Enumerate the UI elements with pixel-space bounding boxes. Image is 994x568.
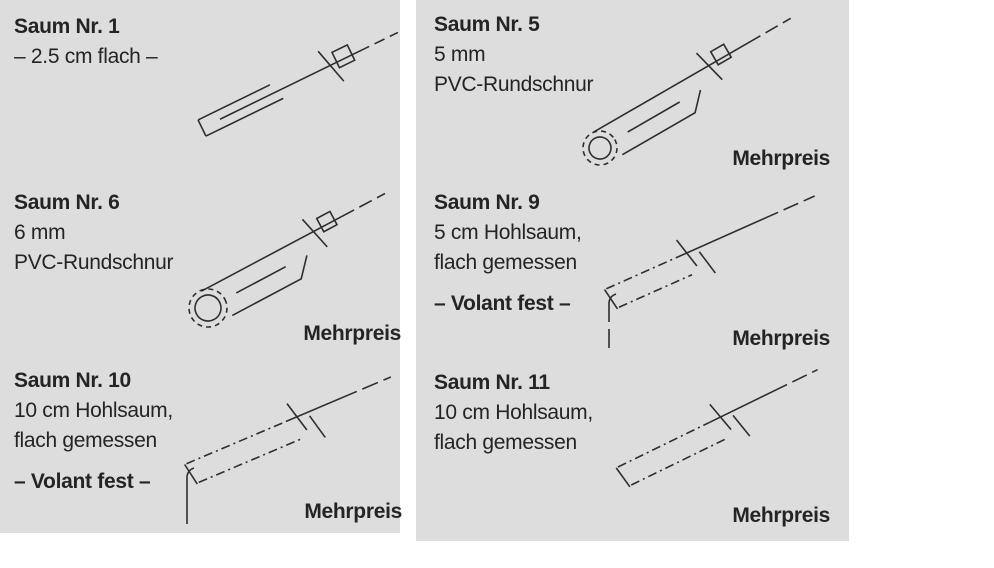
seam-title: Saum Nr. 1 xyxy=(14,15,120,38)
surcharge-label: Mehrpreis xyxy=(304,500,402,523)
seam-spec-line: flach gemessen xyxy=(14,429,157,452)
valance-note: – Volant fest – xyxy=(434,292,571,315)
surcharge-label: Mehrpreis xyxy=(303,322,401,345)
seam-spec-line: 10 cm Hohlsaum, xyxy=(14,399,173,422)
surcharge-label: Mehrpreis xyxy=(732,327,830,350)
seam-title: Saum Nr. 9 xyxy=(434,191,540,214)
saum-11-diagram xyxy=(608,366,820,500)
card-saum-6 xyxy=(14,188,173,278)
seam-spec-line: 5 mm xyxy=(434,43,486,66)
surcharge-label: Mehrpreis xyxy=(732,147,830,170)
seam-spec-line: PVC-Rundschnur xyxy=(14,251,174,274)
card-saum-1 xyxy=(14,12,157,72)
saum-6-diagram xyxy=(178,190,403,340)
seam-spec-line: 5 cm Hohlsaum, xyxy=(434,221,582,244)
seam-spec-line: PVC-Rundschnur xyxy=(434,73,594,96)
card-saum-10 xyxy=(14,366,173,497)
seam-spec-line: 10 cm Hohlsaum, xyxy=(434,401,593,424)
seam-title: Saum Nr. 6 xyxy=(14,191,120,214)
surcharge-label: Mehrpreis xyxy=(732,504,830,527)
seam-spec-line: flach gemessen xyxy=(434,431,577,454)
seam-title: Saum Nr. 10 xyxy=(14,369,131,392)
card-saum-9 xyxy=(434,188,582,319)
valance-note: – Volant fest – xyxy=(14,470,151,493)
seam-title: Saum Nr. 5 xyxy=(434,13,540,36)
seam-spec-line: – 2.5 cm flach – xyxy=(14,45,158,68)
seam-title: Saum Nr. 11 xyxy=(434,371,550,394)
seam-spec-line: 6 mm xyxy=(14,221,66,244)
card-saum-11 xyxy=(434,368,593,458)
saum-1-diagram xyxy=(192,24,402,142)
seam-spec-line: flach gemessen xyxy=(434,251,577,274)
